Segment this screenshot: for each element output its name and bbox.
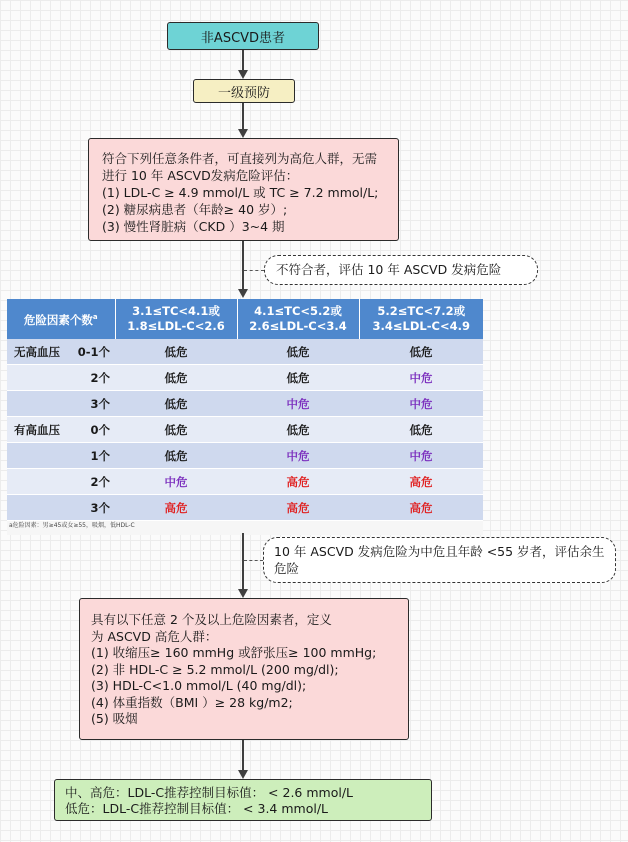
risk-cell: 高危	[359, 469, 483, 495]
header-risk-factor-count	[7, 299, 115, 339]
arrow-head	[238, 70, 248, 79]
note-connector	[244, 560, 263, 561]
risk-cell: 中危	[237, 391, 359, 417]
header-column	[115, 299, 237, 339]
arrow-head	[238, 770, 248, 779]
risk-cell: 低危	[115, 443, 237, 469]
risk-factor-line: (2) 非 HDL-C ≥ 5.2 mmol/L (200 mg/dl);	[91, 661, 339, 677]
start-node-label: 非ASCVD患者	[200, 30, 286, 46]
risk-cell: 低危	[237, 339, 359, 365]
risk-cell: 中危	[359, 365, 483, 391]
direct-high-risk-node	[88, 138, 399, 241]
connector-line	[242, 241, 244, 290]
table-header-row	[7, 299, 483, 339]
row-count: 2个	[90, 474, 110, 489]
risk-factor-line: (3) HDL-C<1.0 mmol/L (40 mg/dl);	[91, 678, 307, 693]
note-assess-text: 不符合者，评估 10 年 ASCVD 发病危险	[276, 262, 502, 277]
target-line: 低危：LDL-C推荐控制目标值： < 3.4 mmol/L	[65, 801, 328, 816]
table-row	[7, 391, 483, 417]
table-row	[7, 365, 483, 391]
header-text: 危险因素个数	[23, 312, 93, 327]
target-line: 中、高危：LDL-C推荐控制目标值： < 2.6 mmol/L	[65, 785, 353, 800]
risk-cell: 高危	[359, 495, 483, 521]
table-row	[7, 339, 483, 365]
risk-factor-line: (4) 体重指数（BMI ）≥ 28 kg/m2;	[91, 694, 293, 710]
high-risk-line: 符合下列任意条件者，可直接列为高危人群，无需	[102, 151, 378, 166]
risk-factor-line: (5) 吸烟	[91, 711, 138, 726]
row-count: 0-1个	[77, 344, 110, 359]
row-label	[7, 495, 115, 521]
risk-factor-line: (1) 收缩压≥ 160 mmHg 或舒张压≥ 100 mmHg;	[91, 645, 377, 660]
table-footnote: a危险因素：男≥45或女≥55，吸烟，低HDL-C	[7, 521, 483, 535]
risk-cell: 高危	[115, 495, 237, 521]
row-label	[7, 365, 115, 391]
connector-line	[242, 533, 244, 590]
note-assess-10yr-risk	[264, 255, 538, 285]
risk-cell: 中危	[115, 469, 237, 495]
header-superscript: a	[92, 313, 98, 322]
risk-cell: 低危	[115, 417, 237, 443]
connector-arrow	[242, 50, 244, 71]
ldl-target-node	[54, 779, 432, 821]
row-count: 3个	[90, 396, 110, 411]
high-risk-line: (1) LDL-C ≥ 4.9 mmol/L 或 TC ≥ 7.2 mmol/L;	[102, 185, 379, 200]
risk-cell: 低危	[359, 339, 483, 365]
risk-cell: 低危	[237, 417, 359, 443]
risk-cell: 低危	[115, 365, 237, 391]
row-label	[7, 417, 115, 443]
risk-stratification-table	[7, 299, 483, 529]
high-risk-line: 进行 10 年 ASCVD发病危险评估：	[102, 168, 299, 183]
row-label	[7, 391, 115, 417]
row-count: 1个	[90, 448, 110, 463]
risk-cell: 低危	[359, 417, 483, 443]
risk-cell: 高危	[237, 469, 359, 495]
risk-factor-node	[79, 598, 409, 740]
header-line: 5.2≤TC<7.2或	[377, 304, 466, 318]
risk-cell: 低危	[115, 339, 237, 365]
high-risk-line: (2) 糖尿病患者（年龄≥ 40 岁）;	[102, 202, 288, 217]
start-node-non-ascvd	[167, 22, 319, 50]
header-line: 1.8≤LDL-C<2.6	[127, 319, 225, 333]
note-lifetime-text: 10 年 ASCVD 发病危险为中危且年龄 <55 岁者，评估余生危险	[274, 544, 605, 576]
risk-cell: 中危	[237, 443, 359, 469]
table-row	[7, 495, 483, 521]
header-line: 4.1≤TC<5.2或	[254, 304, 342, 318]
risk-cell: 中危	[359, 391, 483, 417]
table-row	[7, 417, 483, 443]
header-line: 3.4≤LDL-C<4.9	[372, 319, 470, 333]
high-risk-line: (3) 慢性肾脏病（CKD ）3~4 期	[102, 219, 285, 234]
row-group: 无高血压	[14, 344, 60, 359]
risk-factor-line: 具有以下任意 2 个及以上危险因素者，定义	[91, 612, 332, 627]
note-lifetime-risk	[263, 537, 616, 583]
arrow-head	[238, 289, 248, 298]
risk-cell: 低危	[115, 391, 237, 417]
connector-arrow	[242, 103, 244, 130]
risk-factor-line: 为 ASCVD 高危人群：	[91, 628, 218, 644]
header-line: 2.6≤LDL-C<3.4	[249, 319, 347, 333]
row-group: 有高血压	[14, 422, 60, 437]
table-row	[7, 469, 483, 495]
row-label	[7, 469, 115, 495]
arrow-head	[238, 589, 248, 598]
primary-prevention-label: 一级预防	[217, 85, 270, 101]
risk-cell: 低危	[237, 365, 359, 391]
header-line: 3.1≤TC<4.1或	[132, 304, 220, 318]
connector-line	[242, 740, 244, 771]
risk-cell: 中危	[359, 443, 483, 469]
risk-cell: 高危	[237, 495, 359, 521]
arrow-head	[238, 129, 248, 138]
row-label	[7, 443, 115, 469]
row-count: 2个	[90, 370, 110, 385]
header-column	[237, 299, 359, 339]
row-label	[7, 339, 115, 365]
primary-prevention-node	[193, 79, 295, 103]
note-connector	[244, 270, 264, 271]
row-count: 0个	[90, 422, 110, 437]
table-row	[7, 443, 483, 469]
row-count: 3个	[90, 500, 110, 515]
header-column	[359, 299, 483, 339]
